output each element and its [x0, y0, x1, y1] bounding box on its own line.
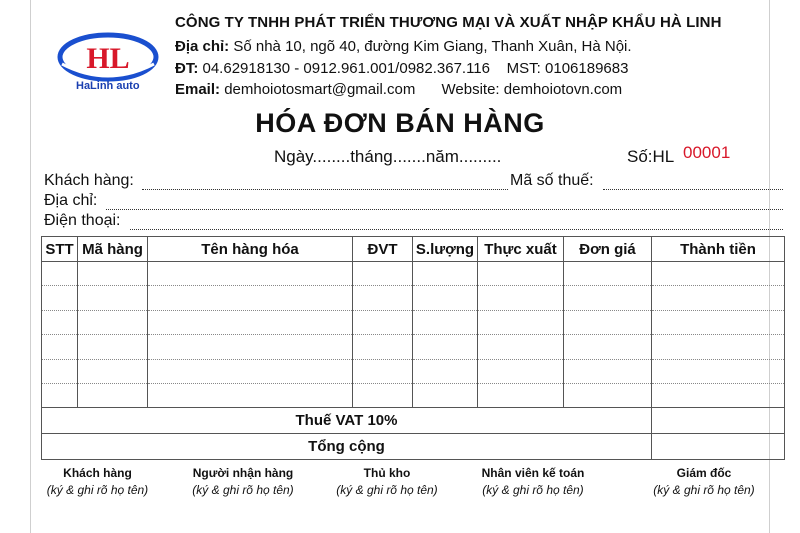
column-header: Thực xuất: [478, 237, 564, 262]
table-cell[interactable]: [413, 262, 478, 286]
signature-role: Thủ kho: [363, 466, 411, 480]
table-cell[interactable]: [564, 286, 652, 310]
vat-row: [42, 408, 785, 434]
logo-brand-name: HaLinh auto: [76, 80, 140, 92]
total-row: [42, 434, 785, 460]
table-cell[interactable]: [353, 286, 413, 310]
table-cell[interactable]: [78, 359, 148, 383]
column-header: Thành tiền: [652, 237, 785, 262]
column-header: Đơn giá: [564, 237, 652, 262]
signature-accountant: [472, 466, 594, 497]
table-cell[interactable]: [353, 262, 413, 286]
invoice-title: HÓA ĐƠN BÁN HÀNG: [255, 108, 545, 138]
table-cell[interactable]: [148, 310, 353, 334]
table-cell[interactable]: [652, 286, 785, 310]
table-cell[interactable]: [78, 262, 148, 286]
table-cell[interactable]: [42, 359, 78, 383]
table-cell[interactable]: [78, 286, 148, 310]
table-cell[interactable]: [42, 335, 78, 359]
invoice-date-line: Ngày........tháng.......năm.........: [274, 147, 502, 166]
table-cell[interactable]: [652, 383, 785, 407]
signature-note: (ký & ghi rõ họ tên): [482, 483, 584, 497]
company-phone-line: [175, 60, 628, 77]
company-contact-line: [175, 81, 622, 98]
table-cell[interactable]: [413, 383, 478, 407]
address-field-label: Địa chỉ:: [44, 192, 98, 209]
table-cell[interactable]: [78, 310, 148, 334]
signature-role: Người nhận hàng: [192, 466, 294, 480]
table-cell[interactable]: [148, 262, 353, 286]
company-website: demhoiotovn.com: [503, 81, 623, 98]
vat-amount-cell[interactable]: [652, 408, 785, 434]
table-cell[interactable]: [148, 286, 353, 310]
signature-role: Nhân viên kế toán: [481, 466, 585, 480]
table-cell[interactable]: [564, 383, 652, 407]
phone-field-label: Điện thoại:: [44, 212, 121, 229]
table-cell[interactable]: [148, 359, 353, 383]
total-amount-cell[interactable]: [652, 434, 785, 460]
company-phone: 04.62918130 - 0912.961.001/0982.367.116: [202, 60, 490, 77]
table-cell[interactable]: [652, 310, 785, 334]
table-cell[interactable]: [652, 359, 785, 383]
invoice-number-label: Số:HL: [627, 147, 675, 166]
total-label: Tổng cộng: [42, 434, 652, 460]
table-cell[interactable]: [478, 262, 564, 286]
table-cell[interactable]: [564, 359, 652, 383]
column-header: Tên hàng hóa: [148, 237, 353, 262]
items-table: [41, 236, 785, 460]
table-cell[interactable]: [413, 335, 478, 359]
vat-label: Thuế VAT 10%: [42, 408, 652, 434]
signature-receiver: [182, 466, 304, 497]
signature-note: (ký & ghi rõ họ tên): [336, 483, 438, 497]
tax-label: MST:: [506, 60, 541, 77]
company-address-line: [175, 38, 632, 55]
table-body: [42, 262, 785, 460]
table-cell[interactable]: [564, 335, 652, 359]
table-cell[interactable]: [353, 335, 413, 359]
company-name: CÔNG TY TNHH PHÁT TRIỂN THƯƠNG MẠI VÀ XUẤT NHẬP KHẨU HÀ LINH: [175, 14, 722, 31]
table-row: [42, 335, 785, 359]
table-cell[interactable]: [148, 383, 353, 407]
company-address: Số nhà 10, ngõ 40, đường Kim Giang, Thanh Xuân, Hà Nội.: [233, 38, 632, 55]
table-cell[interactable]: [413, 310, 478, 334]
table-cell[interactable]: [478, 359, 564, 383]
signature-warehouse: [328, 466, 446, 497]
table-cell[interactable]: [42, 262, 78, 286]
table-cell[interactable]: [42, 310, 78, 334]
signature-role: Khách hàng: [63, 466, 132, 480]
company-email: demhoiotosmart@gmail.com: [224, 81, 416, 98]
table-cell[interactable]: [478, 335, 564, 359]
table-cell[interactable]: [478, 310, 564, 334]
table-cell[interactable]: [42, 286, 78, 310]
logo-initials: HL: [86, 42, 130, 75]
signature-director: [644, 466, 764, 497]
address-label: Địa chỉ:: [175, 38, 230, 55]
company-tax-code: 0106189683: [545, 60, 629, 77]
signature-note: (ký & ghi rõ họ tên): [653, 483, 755, 497]
tax-code-field-line[interactable]: [603, 189, 783, 190]
table-row: [42, 359, 785, 383]
signature-note: (ký & ghi rõ họ tên): [192, 483, 294, 497]
table-cell[interactable]: [413, 359, 478, 383]
table-cell[interactable]: [478, 286, 564, 310]
table-cell[interactable]: [148, 335, 353, 359]
table-cell[interactable]: [413, 286, 478, 310]
customer-field-label: Khách hàng:: [44, 172, 134, 189]
table-cell[interactable]: [353, 359, 413, 383]
table-cell[interactable]: [78, 383, 148, 407]
table-row: [42, 310, 785, 334]
website-label: Website:: [441, 81, 500, 98]
column-header: ĐVT: [353, 237, 413, 262]
table-cell[interactable]: [478, 383, 564, 407]
signature-role: Giám đốc: [676, 466, 732, 480]
table-header-row: [42, 237, 785, 262]
table-cell[interactable]: [78, 335, 148, 359]
table-cell[interactable]: [42, 383, 78, 407]
phone-label: ĐT:: [175, 60, 199, 77]
table-cell[interactable]: [353, 310, 413, 334]
table-row: [42, 262, 785, 286]
tax-code-field-label: Mã số thuế:: [510, 172, 594, 189]
signature-note: (ký & ghi rõ họ tên): [46, 483, 149, 497]
table-cell[interactable]: [564, 310, 652, 334]
table-cell[interactable]: [353, 383, 413, 407]
column-header: STT: [42, 237, 78, 262]
left-margin-line: [30, 0, 31, 533]
email-label: Email:: [175, 81, 221, 98]
column-header: Mã hàng: [78, 237, 148, 262]
table-row: [42, 286, 785, 310]
table-row: [42, 383, 785, 407]
phone-field-line[interactable]: [130, 229, 783, 230]
signature-customer: [40, 466, 155, 497]
table-cell[interactable]: [652, 262, 785, 286]
table-cell[interactable]: [564, 262, 652, 286]
address-field-line[interactable]: [106, 209, 783, 210]
column-header: S.lượng: [413, 237, 478, 262]
invoice-number: 00001: [683, 143, 731, 162]
table-cell[interactable]: [652, 335, 785, 359]
customer-field-line[interactable]: [142, 189, 508, 190]
